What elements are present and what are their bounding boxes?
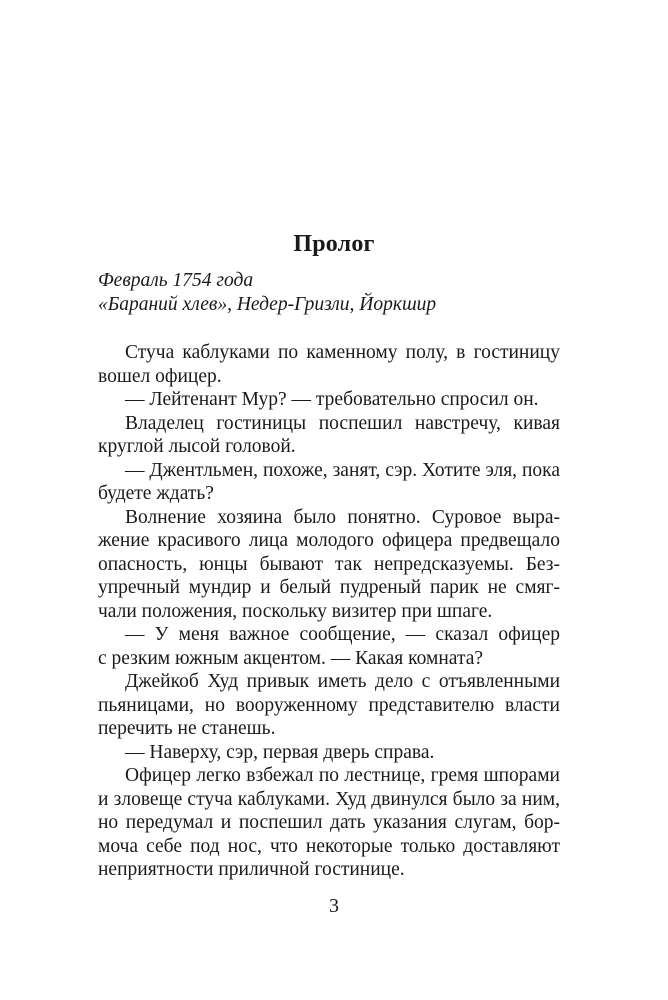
text-line: упречный мундир и белый пудреный парик не смяг- xyxy=(98,577,560,598)
text-line: — Джентльмен, похоже, занят, сэр. Хотите эля, пока xyxy=(125,459,560,481)
text-line: жение красивого лица молодого офицера предвещало xyxy=(98,530,560,551)
text-line: но передумал и поспешил дать указания слугам, бор- xyxy=(98,812,560,833)
text-line: Владелец гостиницы поспешил навстречу, кивая xyxy=(125,412,560,434)
body-text xyxy=(98,341,560,882)
text-line: вошел офицер. xyxy=(98,365,222,387)
epigraph xyxy=(98,269,436,317)
text-line: — Лейтенант Мур? — требовательно спросил он. xyxy=(125,389,539,410)
text-line: будете ждать? xyxy=(98,483,214,504)
text-line: Офицер легко взбежал по лестнице, гремя шпорами xyxy=(125,765,560,786)
epigraph-location: «Бараний хлев», Недер-Гризли, Йоркшир xyxy=(98,294,437,315)
text-line: с резким южным акцентом. — Какая комната? xyxy=(98,647,484,669)
text-line: моча себе под нос, что некоторые только доставляют xyxy=(98,835,560,857)
text-line: и зловеще стуча каблуками. Худ двинулся было за ним, xyxy=(98,788,560,810)
text-line: Волнение хозяина было понятно. Суровое выра- xyxy=(125,506,560,528)
text-line: — Наверху, сэр, первая дверь справа. xyxy=(125,741,435,763)
text-line: Стуча каблуками по каменному полу, в гостиницу xyxy=(125,342,560,363)
text-line: неприятности приличной гостинице. xyxy=(98,859,405,880)
page-number: 3 xyxy=(329,895,339,917)
text-line: пьяницами, но вооруженному представителю власти xyxy=(98,694,560,716)
chapter-title: Пролог xyxy=(293,231,375,257)
text-line: круглой лысой головой. xyxy=(98,436,296,457)
text-line: перечить не станешь. xyxy=(98,718,276,739)
text-line: — У меня важное сообщение, — сказал офицер xyxy=(125,624,560,645)
text-line: опасность, юнцы бывают так непредсказуемы. Без- xyxy=(98,553,560,575)
text-line: Джейкоб Худ привык иметь дело с отъявленными xyxy=(125,671,560,692)
epigraph-date: Февраль 1754 года xyxy=(98,270,254,291)
text-line: чали положения, поскольку визитер при шпаге. xyxy=(98,600,493,622)
